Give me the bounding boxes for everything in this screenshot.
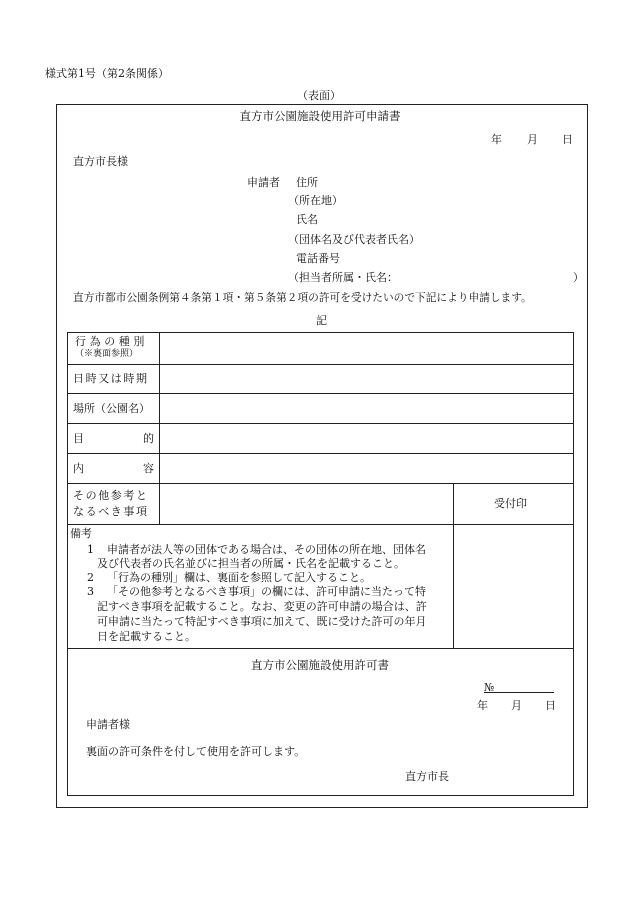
- permit-addressee: 申請者様: [86, 718, 130, 731]
- applicant-address: 住所: [296, 176, 318, 189]
- date-month: 月: [527, 133, 538, 146]
- row-content-label-left: 内: [73, 462, 84, 475]
- row-action-type-label: [75, 336, 153, 347]
- note-1-line2: 及び代表者の氏名並びに担当者の所属・氏名を記載すること。: [97, 557, 405, 570]
- permit-title: 直方市公園施設使用許可書: [251, 658, 389, 672]
- row-other-label-line2: なるべき事項: [73, 505, 149, 518]
- note-3-num: 3: [87, 585, 94, 598]
- permit-date-month: 月: [511, 699, 522, 712]
- row-content-label-right: 容: [143, 462, 154, 475]
- addressee: 直方市長様: [73, 155, 128, 168]
- applicant-contact: （担当者所属・氏名：: [288, 271, 398, 284]
- receipt-stamp-label: 受付印: [494, 497, 527, 510]
- row-other-label-line1: その他参考と: [73, 489, 149, 502]
- note-3-line4: 日を記載すること。: [97, 630, 196, 643]
- row-purpose-label-right: 的: [143, 432, 154, 445]
- permit-no-label: №: [484, 681, 495, 694]
- row-datetime-label: 日時又は時期: [73, 372, 149, 385]
- row-action-type-sublabel: （※裏面参照）: [75, 349, 139, 359]
- note-1-line1: 申請者が法人等の団体である場合は、その団体の所在地、団体名: [107, 543, 426, 556]
- date-year: 年: [491, 133, 502, 146]
- row-label-text: 行為の種別: [75, 335, 148, 348]
- application-title: 直方市公園施設使用許可申請書: [239, 109, 401, 123]
- row-location-label: 場所（公園名）: [73, 402, 150, 415]
- notes-title: 備考: [70, 527, 92, 540]
- permit-date-day: 日: [545, 699, 556, 712]
- date-day: 日: [562, 133, 573, 146]
- permit-body: 裏面の許可条件を付して使用を許可します。: [86, 745, 306, 758]
- ki-label: 記: [316, 314, 327, 327]
- note-3-line1: 「その他参考となるべき事項」の欄には、許可申請に当たって特: [107, 585, 426, 598]
- note-1-num: 1: [87, 543, 94, 556]
- applicant-contact-close: ）: [573, 271, 584, 284]
- application-statement: 直方市都市公園条例第４条第１項・第５条第２項の許可を受けたいので下記により申請します。: [73, 291, 532, 304]
- applicant-phone: 電話番号: [296, 252, 340, 265]
- side-label: （表面）: [297, 89, 341, 102]
- note-3-line2: 記すべき事項を記載すること。なお、変更の許可申請の場合は、許: [97, 600, 427, 613]
- applicant-name: 氏名: [296, 213, 318, 226]
- applicant-label: 申請者: [247, 176, 280, 189]
- row-purpose-label-left: 目: [73, 432, 84, 445]
- permit-date-year: 年: [477, 699, 488, 712]
- note-2-num: 2: [87, 571, 94, 584]
- applicant-location: （所在地）: [288, 194, 343, 207]
- note-3-line3: 可申請に当たって特記すべき事項に加えて、既に受けた許可の年月: [97, 615, 427, 628]
- permit-no-underline: [484, 692, 554, 693]
- applicant-org-name: （団体名及び代表者氏名）: [288, 233, 420, 246]
- note-2-line1: 「行為の種別」欄は、裏面を参照して記入すること。: [107, 571, 371, 584]
- permit-issuer: 直方市長: [405, 770, 449, 783]
- form-number: 様式第1号（第2条関係）: [45, 67, 169, 80]
